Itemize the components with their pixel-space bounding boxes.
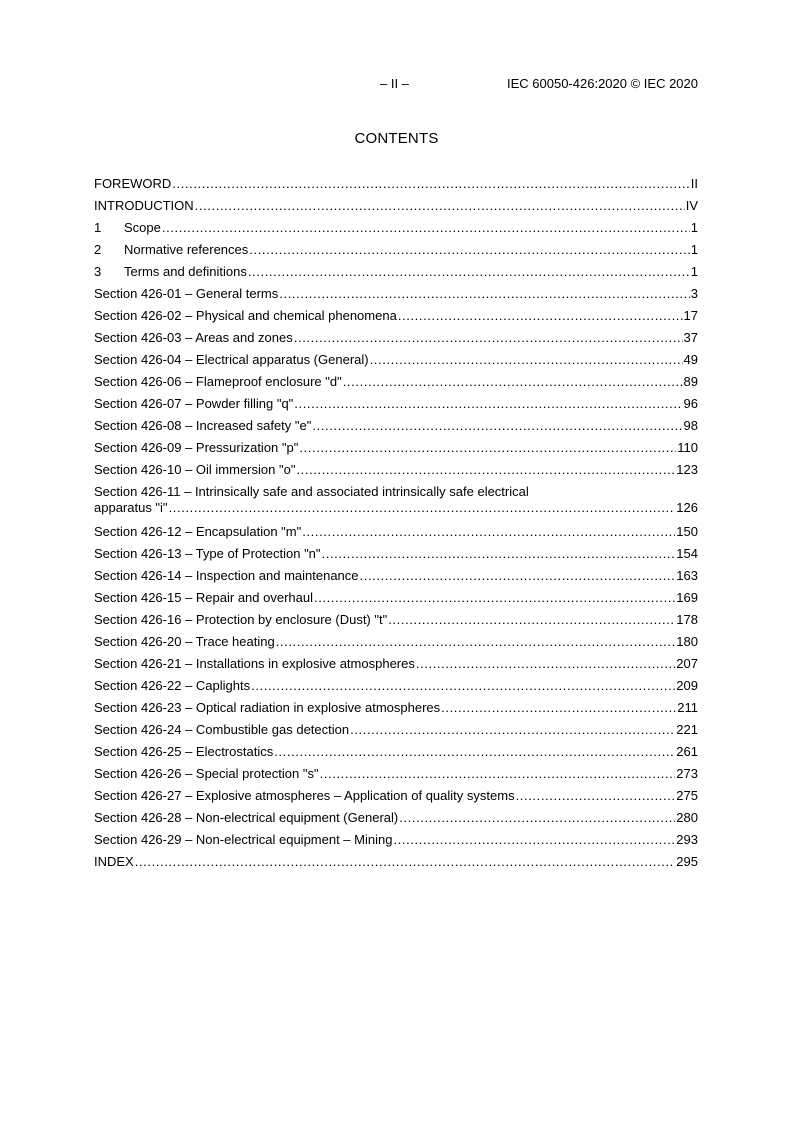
toc-entry-page: 273	[676, 766, 698, 781]
toc-entry-page: 211	[677, 700, 698, 715]
toc-dot-leader	[162, 220, 690, 236]
toc-entry[interactable]	[94, 418, 698, 440]
toc-dot-leader	[294, 330, 683, 346]
toc-entry-label: Section 426-02 – Physical and chemical phenomena	[94, 308, 397, 323]
toc-entry-page: 293	[676, 832, 698, 847]
toc-entry-label: Section 426-23 – Optical radiation in explosive atmospheres	[94, 700, 441, 715]
toc-entry-label: INTRODUCTION	[94, 198, 194, 213]
toc-entry-page: 280	[676, 810, 698, 825]
toc-entry-page: 295	[676, 854, 698, 869]
toc-entry-page: 180	[676, 634, 698, 649]
toc-dot-leader	[350, 722, 675, 738]
toc-dot-leader	[360, 568, 676, 584]
toc-entry-label: Section 426-09 – Pressurization "p"	[94, 440, 299, 455]
toc-dot-leader	[294, 396, 682, 412]
toc-entry-page: 150	[676, 524, 698, 539]
toc-dot-leader	[399, 810, 675, 826]
toc-entry-label: Section 426-28 – Non-electrical equipment (General)	[94, 810, 399, 825]
toc-entry-page: 221	[676, 722, 698, 737]
page-number: – II –	[380, 76, 409, 91]
toc-dot-leader	[274, 744, 675, 760]
toc-dot-leader	[302, 524, 675, 540]
toc-entry[interactable]	[94, 700, 698, 722]
toc-entry[interactable]	[94, 198, 698, 220]
toc-entry-page: 110	[677, 440, 698, 455]
toc-entry[interactable]	[94, 524, 698, 546]
toc-dot-leader	[251, 678, 675, 694]
toc-entry-label: Section 426-21 – Installations in explosive atmospheres	[94, 656, 415, 671]
toc-entry[interactable]	[94, 264, 698, 286]
toc-dot-leader	[169, 500, 676, 516]
toc-entry[interactable]	[94, 286, 698, 308]
toc-entry[interactable]	[94, 242, 698, 264]
toc-entry[interactable]	[94, 810, 698, 832]
toc-entry[interactable]	[94, 352, 698, 374]
toc-entry-label: Section 426-06 – Flameproof enclosure "d"	[94, 374, 342, 389]
toc-entry-number: 3	[94, 264, 102, 279]
toc-entry[interactable]	[94, 568, 698, 590]
toc-entry-label: Section 426-24 – Combustible gas detection	[94, 722, 350, 737]
toc-dot-leader	[248, 264, 690, 280]
toc-entry-label: Section 426-27 – Explosive atmospheres – Application of quality systems	[94, 788, 515, 803]
toc-entry-page: 1	[690, 220, 698, 235]
toc-dot-leader	[322, 546, 676, 562]
toc-entry-label: Section 426-14 – Inspection and maintenance	[94, 568, 359, 583]
toc-entry-label: apparatus "i"	[94, 500, 168, 515]
toc-entry-page: 261	[676, 744, 698, 759]
toc-entry-page: 126	[676, 500, 698, 515]
toc-entry-label: Scope	[124, 220, 161, 235]
toc-entry-label: Section 426-29 – Non-electrical equipment – Mining	[94, 832, 393, 847]
toc-entry[interactable]	[94, 462, 698, 484]
toc-dot-leader	[393, 832, 675, 848]
toc-entry[interactable]	[94, 788, 698, 810]
toc-entry-label: INDEX	[94, 854, 134, 869]
toc-entry-label: Section 426-25 – Electrostatics	[94, 744, 274, 759]
toc-entry-page: IV	[685, 198, 698, 213]
toc-entry[interactable]	[94, 396, 698, 418]
toc-entry[interactable]	[94, 374, 698, 396]
toc-dot-leader	[314, 590, 675, 606]
toc-dot-leader	[279, 286, 689, 302]
toc-entry-number: 2	[94, 242, 102, 257]
toc-entry[interactable]	[94, 220, 698, 242]
toc-dot-leader	[172, 176, 689, 192]
toc-dot-leader	[195, 198, 685, 214]
toc-dot-leader	[320, 766, 676, 782]
toc-entry[interactable]	[94, 590, 698, 612]
toc-dot-leader	[135, 854, 676, 870]
toc-entry[interactable]	[94, 440, 698, 462]
table-of-contents	[94, 176, 698, 876]
toc-entry-label: Section 426-15 – Repair and overhaul	[94, 590, 313, 605]
toc-entry-label: Normative references	[124, 242, 249, 257]
toc-entry-label: Section 426-22 – Caplights	[94, 678, 251, 693]
toc-entry-label: Terms and definitions	[124, 264, 247, 279]
toc-entry-label: Section 426-16 – Protection by enclosure (Dust) "t"	[94, 612, 388, 627]
toc-entry-label: Section 426-08 – Increased safety "e"	[94, 418, 312, 433]
toc-entry-page: 37	[683, 330, 698, 345]
toc-entry[interactable]	[94, 832, 698, 854]
toc-dot-leader	[276, 634, 676, 650]
toc-entry[interactable]	[94, 330, 698, 352]
toc-entry[interactable]	[94, 656, 698, 678]
toc-entry[interactable]	[94, 308, 698, 330]
toc-entry-page: 123	[676, 462, 698, 477]
toc-entry-page: 154	[676, 546, 698, 561]
toc-entry-page: II	[690, 176, 698, 191]
toc-entry-page: 1	[690, 264, 698, 279]
toc-entry[interactable]	[94, 744, 698, 766]
toc-entry-label: Section 426-12 – Encapsulation "m"	[94, 524, 302, 539]
page-title: CONTENTS	[354, 130, 439, 147]
toc-entry-label: Section 426-10 – Oil immersion "o"	[94, 462, 296, 477]
toc-entry[interactable]	[94, 546, 698, 568]
toc-entry-page: 98	[683, 418, 698, 433]
toc-entry-page: 209	[676, 678, 698, 693]
document-id: IEC 60050-426:2020 © IEC 2020	[507, 76, 698, 91]
toc-entry[interactable]	[94, 766, 698, 788]
toc-entry-label: Section 426-26 – Special protection "s"	[94, 766, 319, 781]
toc-entry-label: Section 426-03 – Areas and zones	[94, 330, 293, 345]
toc-dot-leader	[398, 308, 683, 324]
toc-entry-page: 49	[683, 352, 698, 367]
toc-entry[interactable]	[94, 484, 698, 524]
toc-dot-leader	[312, 418, 682, 434]
toc-dot-leader	[388, 612, 675, 628]
toc-entry-page: 89	[683, 374, 698, 389]
toc-entry[interactable]	[94, 854, 698, 876]
toc-entry-label: Section 426-11 – Intrinsically safe and associated intrinsically safe electrical	[94, 484, 529, 499]
toc-entry-page: 275	[676, 788, 698, 803]
page-header	[0, 76, 793, 92]
toc-entry-label: FOREWORD	[94, 176, 172, 191]
toc-dot-leader	[249, 242, 689, 258]
toc-entry-label: Section 426-13 – Type of Protection "n"	[94, 546, 321, 561]
toc-entry-label: Section 426-01 – General terms	[94, 286, 279, 301]
toc-entry-page: 163	[676, 568, 698, 583]
toc-entry-number: 1	[94, 220, 102, 235]
toc-entry-label: Section 426-20 – Trace heating	[94, 634, 275, 649]
toc-entry-page: 207	[676, 656, 698, 671]
toc-dot-leader	[441, 700, 676, 716]
toc-dot-leader	[296, 462, 675, 478]
toc-dot-leader	[370, 352, 683, 368]
toc-entry-label: Section 426-04 – Electrical apparatus (General)	[94, 352, 369, 367]
toc-entry[interactable]	[94, 634, 698, 656]
toc-entry-label: Section 426-07 – Powder filling "q"	[94, 396, 294, 411]
toc-entry-page: 1	[690, 242, 698, 257]
toc-dot-leader	[416, 656, 675, 672]
toc-entry-page: 178	[676, 612, 698, 627]
toc-entry[interactable]	[94, 678, 698, 700]
toc-entry[interactable]	[94, 612, 698, 634]
toc-dot-leader	[516, 788, 676, 804]
toc-dot-leader	[299, 440, 676, 456]
toc-dot-leader	[343, 374, 683, 390]
toc-entry[interactable]	[94, 722, 698, 744]
toc-entry[interactable]	[94, 176, 698, 198]
toc-entry-page: 169	[676, 590, 698, 605]
toc-entry-page: 3	[690, 286, 698, 301]
toc-entry-page: 96	[683, 396, 698, 411]
toc-entry-page: 17	[683, 308, 698, 323]
